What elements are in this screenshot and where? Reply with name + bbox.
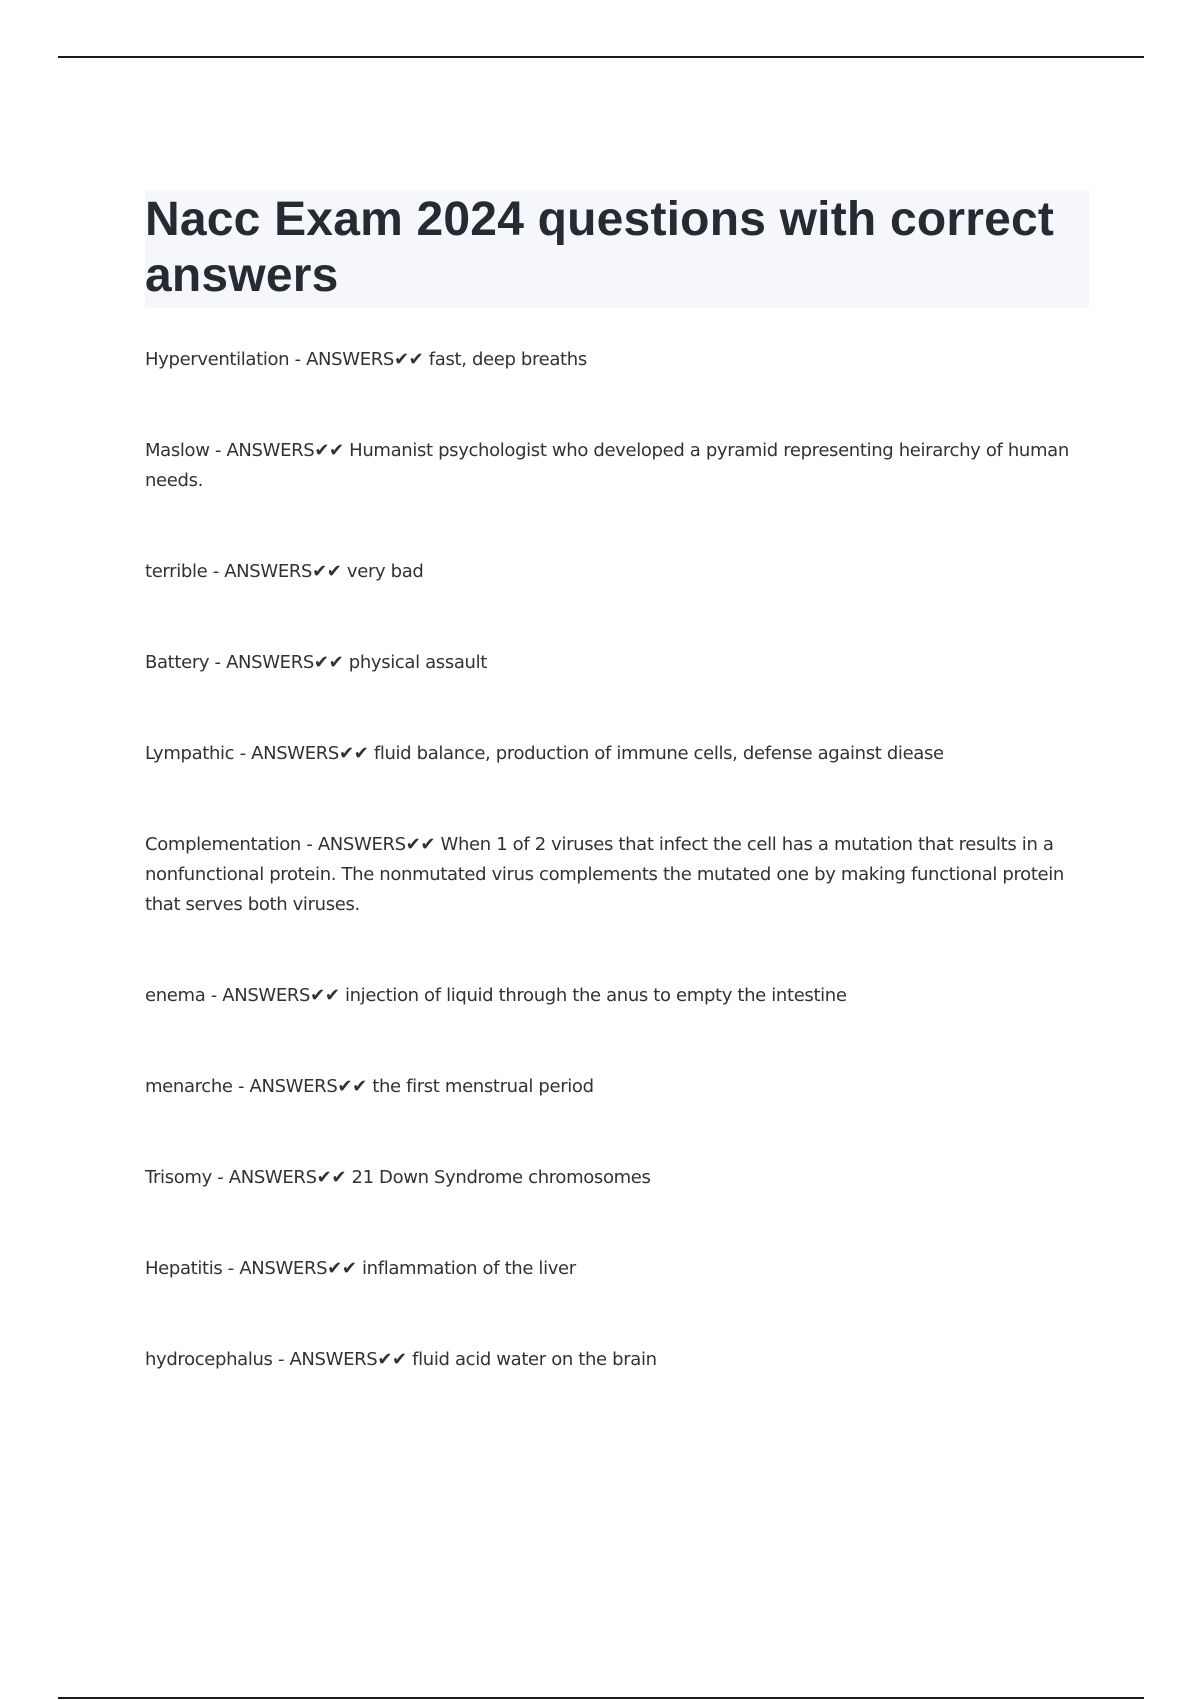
qa-term: hydrocephalus — [145, 1349, 273, 1370]
qa-item — [145, 830, 1095, 920]
qa-item — [145, 1254, 1095, 1284]
qa-term: terrible — [145, 561, 208, 582]
qa-list — [145, 345, 1095, 1436]
title-block — [145, 190, 1089, 308]
qa-answer: When 1 of 2 viruses that infect the cell has a mutation that results in a nonfunctional protein. The nonmutated virus complements the mutated one by making functional protein that serves both viruses. — [145, 834, 1064, 915]
qa-separator: - — [300, 834, 318, 855]
qa-separator: - — [234, 743, 252, 764]
answers-marker: ANSWERS✔✔ — [224, 561, 342, 582]
qa-item — [145, 557, 1095, 587]
qa-answer: fluid acid water on the brain — [412, 1349, 657, 1370]
qa-answer: very bad — [346, 561, 424, 582]
qa-separator: - — [222, 1258, 240, 1279]
qa-separator: - — [211, 1167, 229, 1188]
qa-answer: Humanist psychologist who developed a pyramid representing heirarchy of human needs. — [145, 440, 1069, 491]
qa-answer: fluid balance, production of immune cells, defense against diease — [373, 743, 944, 764]
qa-term: Battery — [145, 652, 210, 673]
qa-separator: - — [207, 561, 225, 582]
qa-separator: - — [209, 652, 227, 673]
qa-term: Lympathic — [145, 743, 235, 764]
qa-separator: - — [272, 1349, 290, 1370]
qa-answer: the first menstrual period — [372, 1076, 594, 1097]
answers-marker: ANSWERS✔✔ — [228, 1167, 347, 1188]
answers-marker: ANSWERS✔✔ — [249, 1076, 367, 1097]
answers-marker: ANSWERS✔✔ — [226, 440, 344, 461]
qa-separator: - — [232, 1076, 250, 1097]
answers-marker: ANSWERS✔✔ — [251, 743, 369, 764]
qa-term: Maslow — [145, 440, 210, 461]
qa-item — [145, 739, 1095, 769]
qa-term: Trisomy — [145, 1167, 212, 1188]
qa-item — [145, 1345, 1095, 1375]
qa-item — [145, 436, 1095, 496]
qa-answer: injection of liquid through the anus to empty the intestine — [344, 985, 847, 1006]
qa-answer: physical assault — [348, 652, 487, 673]
answers-marker: ANSWERS✔✔ — [239, 1258, 357, 1279]
answers-marker: ANSWERS✔✔ — [222, 985, 340, 1006]
qa-separator: - — [289, 349, 307, 370]
qa-separator: - — [209, 440, 227, 461]
qa-item — [145, 1163, 1095, 1193]
qa-item — [145, 1072, 1095, 1102]
qa-term: Hyperventilation — [145, 349, 290, 370]
answers-marker: ANSWERS✔✔ — [306, 349, 424, 370]
document-title: Nacc Exam 2024 questions with correct answers — [145, 193, 1055, 302]
qa-answer: fast, deep breaths — [428, 349, 587, 370]
qa-term: Hepatitis — [145, 1258, 223, 1279]
qa-item — [145, 648, 1095, 678]
top-rule — [58, 56, 1144, 58]
qa-item — [145, 981, 1095, 1011]
qa-term: enema — [145, 985, 206, 1006]
answers-marker: ANSWERS✔✔ — [289, 1349, 407, 1370]
qa-answer: 21 Down Syndrome chromosomes — [351, 1167, 651, 1188]
qa-answer: inflammation of the liver — [362, 1258, 576, 1279]
qa-item — [145, 345, 1095, 375]
qa-term: Complementation — [145, 834, 301, 855]
answers-marker: ANSWERS✔✔ — [317, 834, 436, 855]
bottom-rule — [58, 1697, 1144, 1699]
qa-separator: - — [205, 985, 223, 1006]
qa-term: menarche — [145, 1076, 233, 1097]
answers-marker: ANSWERS✔✔ — [226, 652, 344, 673]
